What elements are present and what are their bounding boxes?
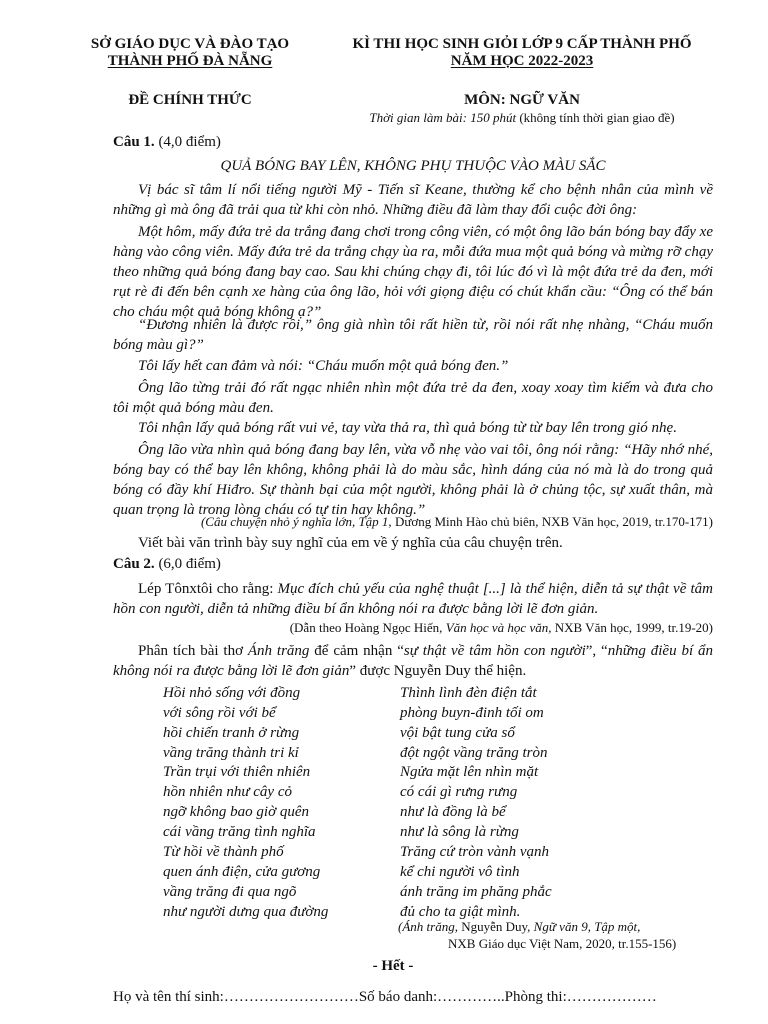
poem-stanza bbox=[400, 842, 552, 922]
story-paragraph: Tôi lấy hết can đảm và nói: “Cháu muốn một quả bóng đen.” bbox=[138, 358, 509, 374]
quote-source: (Dẫn theo Hoàng Ngọc Hiến, Văn học và học văn, NXB Văn học, 1999, tr.19-20) bbox=[289, 620, 713, 635]
poem-stanza bbox=[163, 683, 300, 763]
city-name: THÀNH PHỐ ĐÀ NẴNG bbox=[107, 53, 273, 69]
story-source: (Câu chuyện nhỏ ý nghĩa lớn, Tập 1, Dương Minh Hào chủ biên, NXB Văn học, 2019, tr.170-171) bbox=[200, 514, 713, 529]
poem-line: hồn nhiên như cây cỏ bbox=[163, 784, 292, 800]
story-paragraph: Vị bác sĩ tâm lí nổi tiếng người Mỹ - Tiến sĩ Keane, thường kể cho bệnh nhân của mình về những gì mà ông đã trải qua từ khi còn nhỏ. Những điều đã làm thay đổi cuộc đời ông: bbox=[113, 182, 713, 218]
question-2-heading: Câu 2. (6,0 điểm) bbox=[113, 556, 221, 572]
poem-line: đột ngột vầng trăng tròn bbox=[400, 745, 548, 761]
story-paragraph: “Đương nhiên là được rồi,” ông già nhìn tôi rất hiền từ, rồi nói rất nhẹ nhàng, “Cháu muốn bóng màu gì?” bbox=[113, 317, 713, 353]
poem-line: Ngửa mặt lên nhìn mặt bbox=[400, 764, 539, 780]
school-year: NĂM HỌC 2022-2023 bbox=[450, 53, 594, 69]
exam-header bbox=[332, 36, 712, 70]
poem-stanza bbox=[163, 762, 316, 842]
poem-line: vội bật tung cửa sổ bbox=[400, 725, 515, 741]
question-1-heading: Câu 1. (4,0 điểm) bbox=[113, 134, 221, 150]
poem-source: (Ánh trăng, Nguyễn Duy, Ngữ văn 9, Tập một, NXB Giáo dục Việt Nam, 2020, tr.155-156) bbox=[398, 919, 677, 951]
tolstoy-quote: Lép Tônxtôi cho rằng: Mục đích chủ yếu của nghệ thuật [...] là thể hiện, diễn tả sự thật về tâm hồn con người, diễn tả những điều bí ẩn không nói ra được bằng lời lẽ đơn giản. bbox=[113, 581, 713, 617]
end-marker: - Hết - bbox=[372, 958, 414, 974]
story-paragraph: Tôi nhận lấy quả bóng rất vui vẻ, tay vừa thả ra, thì quả bóng từ từ bay lên trong gió nhẹ. bbox=[138, 420, 677, 436]
department-header bbox=[60, 36, 320, 70]
poem-line: đủ cho ta giật mình. bbox=[400, 904, 521, 920]
department-name: SỞ GIÁO DỤC VÀ ĐÀO TẠO bbox=[90, 36, 290, 52]
story-title: QUẢ BÓNG BAY LÊN, KHÔNG PHỤ THUỘC VÀO MÀU SẮC bbox=[220, 158, 606, 174]
poem-line: kể chi người vô tình bbox=[400, 864, 520, 880]
poem-line: như là sông là rừng bbox=[400, 824, 519, 840]
poem-line: hồi chiến tranh ở rừng bbox=[163, 725, 300, 741]
poem-line: Trăng cứ tròn vành vạnh bbox=[400, 844, 550, 860]
poem-line: với sông rồi với bể bbox=[163, 705, 276, 721]
poem-line: vầng trăng thành tri kỉ bbox=[163, 745, 299, 761]
poem-line: Hồi nhỏ sống với đồng bbox=[163, 685, 301, 701]
poem-line: như người dưng qua đường bbox=[163, 904, 329, 920]
poem-line: ngỡ không bao giờ quên bbox=[163, 804, 309, 820]
subject-label: MÔN: NGỮ VĂN bbox=[464, 92, 580, 108]
poem-line: quen ánh điện, cửa gương bbox=[163, 864, 321, 880]
poem-stanza bbox=[400, 683, 548, 763]
story-paragraph: Ông lão vừa nhìn quả bóng đang bay lên, vừa vỗ nhẹ vào vai tôi, ông nói rằng: “Hãy nhớ nhé, bóng bay có thể bay lên không, không phải là do màu sắc, hình dáng của nó mà là do trong quả bóng có đầy khí Hiđro. Sự thành bại của một người, không phải là ở chủng tộc, sự xuất thân, mà quan trọng là trong lòng cháu có tự tin hay không.” bbox=[113, 442, 713, 518]
official-label: ĐỀ CHÍNH THỨC bbox=[128, 92, 252, 108]
poem-line: Từ hồi về thành phố bbox=[163, 844, 284, 860]
poem-line: có cái gì rưng rưng bbox=[400, 784, 518, 800]
poem-stanza bbox=[163, 842, 328, 922]
candidate-info-line: Họ và tên thí sinh:………………………Số báo danh:…………..Phòng thi:……………… bbox=[113, 989, 657, 1005]
poem-line: cái vầng trăng tình nghĩa bbox=[163, 824, 316, 840]
time-allowed: Thời gian làm bài: 150 phút (không tính thời gian giao đề) bbox=[369, 110, 675, 125]
poem-line: phòng buyn-đinh tối om bbox=[400, 705, 544, 721]
poem-line: Thình lình đèn điện tắt bbox=[400, 685, 537, 701]
question-2-task: Phân tích bài thơ Ánh trăng để cảm nhận “sự thật về tâm hồn con người”, “những điều bí ẩn không nói ra được bằng lời lẽ đơn giản” được Nguyễn Duy thể hiện. bbox=[113, 643, 713, 679]
poem-line: ánh trăng im phăng phắc bbox=[400, 884, 552, 900]
story-paragraph: Ông lão từng trải đó rất ngạc nhiên nhìn một đứa trẻ da đen, xoay xoay tìm kiếm và đưa cho tôi một quả bóng màu đen. bbox=[113, 380, 713, 416]
poem-line: Trần trụi với thiên nhiên bbox=[163, 764, 311, 780]
story-paragraph: Một hôm, mấy đứa trẻ da trắng đang chơi trong công viên, có một ông lão bán bóng bay đẩy xe hàng vào công viên. Mấy đứa trẻ da trắng chạy ùa ra, mỗi đứa mua một quả bóng và mừng rỡ chạy theo những quả bóng đang bay cao. Sau khi chúng chạy đi, tôi lúc đó vì là một đứa trẻ da đen, mới rụt rè đi đến bên cạnh xe hàng của ông lão, hỏi với giọng điệu có chút khẩn cầu: “Ông có thể bán cho cháu một quả bóng không ạ?” bbox=[113, 224, 713, 320]
exam-name: KÌ THI HỌC SINH GIỎI LỚP 9 CẤP THÀNH PHỐ bbox=[352, 36, 692, 52]
poem-stanza bbox=[400, 762, 538, 842]
question-1-task: Viết bài văn trình bày suy nghĩ của em về ý nghĩa của câu chuyện trên. bbox=[138, 535, 563, 551]
poem-line: vầng trăng đi qua ngõ bbox=[163, 884, 297, 900]
poem-line: như là đồng là bể bbox=[400, 804, 506, 820]
